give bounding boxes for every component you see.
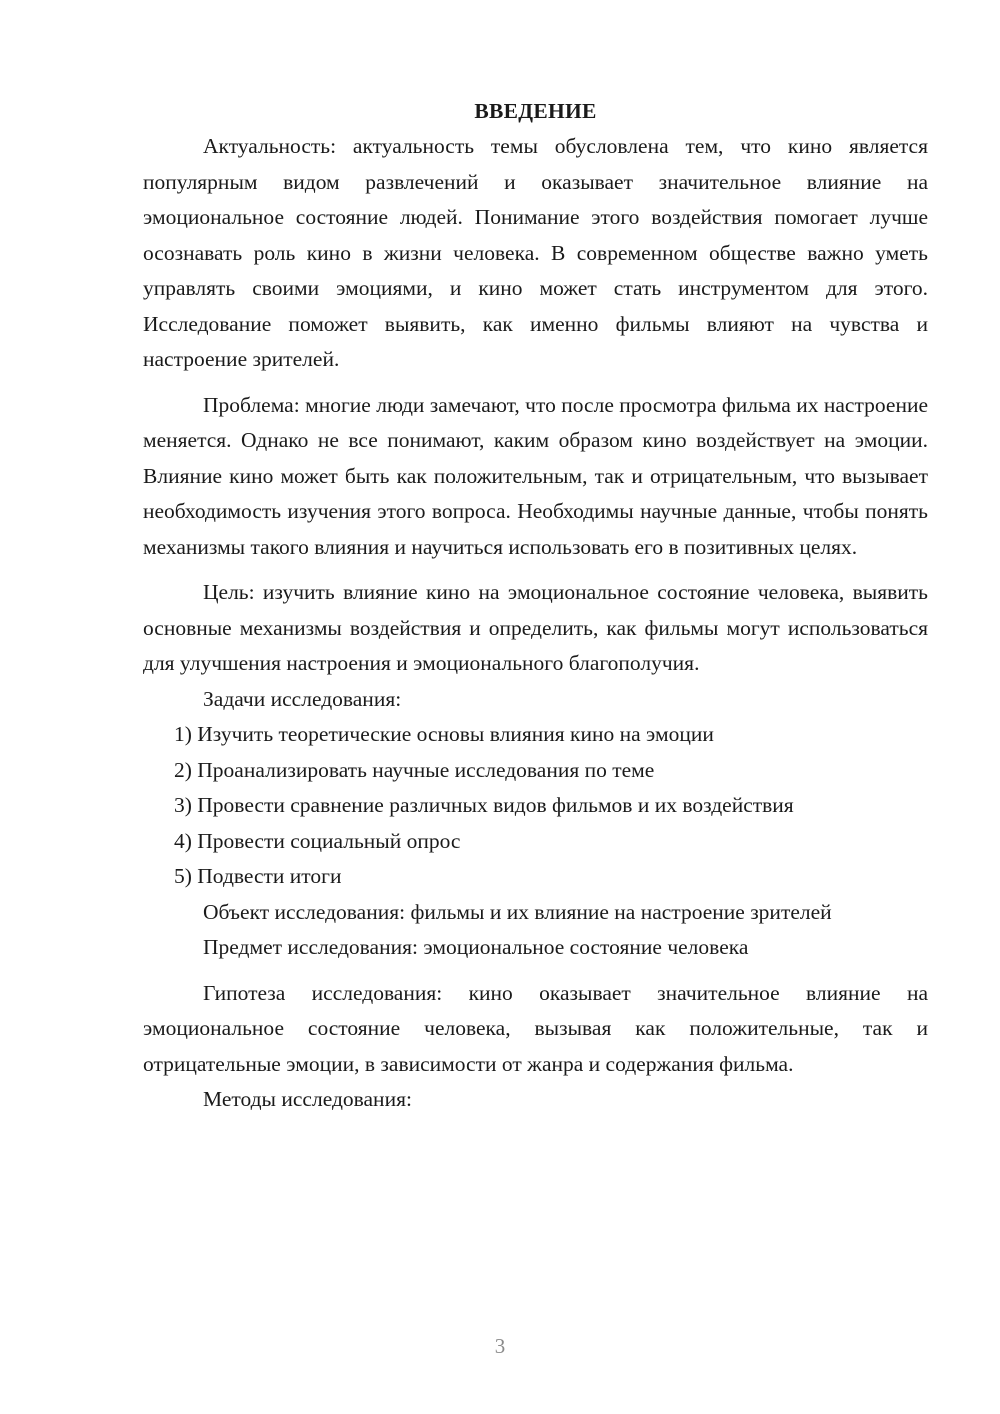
research-object: Объект исследования: фильмы и их влияние на настроение зрителей [203,899,832,924]
goal-paragraph: Цель: изучить влияние кино на эмоциональное состояние человека, выявить основные механизмы воздействия и определить, как фильмы могут использоваться для улучшения настроения и эмоционального благополучия. [143,580,928,675]
task-item-3: 3) Провести сравнение различных видов фильмов и их воздействия [174,793,794,817]
tasks-heading: Задачи исследования: [203,686,402,711]
section-heading: ВВЕДЕНИЕ [474,99,597,123]
task-item-4: 4) Провести социальный опрос [174,828,461,853]
research-subject: Предмет исследования: эмоциональное состояние человека [203,935,749,959]
task-item-1: 1) Изучить теоретические основы влияния кино на эмоции [174,722,714,746]
task-item-5: 5) Подвести итоги [174,864,342,888]
page-number: 3 [494,1334,506,1358]
relevance-paragraph: Актуальность: актуальность темы обусловлена тем, что кино является популярным видом развлечений и оказывает значительное влияние на эмоциональное состояние людей. Понимание этого воздействия помогает лучше осознавать роль кино в жизни человека. В современном обществе важно уметь управлять своими эмоциями, и кино может стать инструментом для этого. Исследование поможет выявить, как именно фильмы влияют на чувства и настроение зрителей. [143,134,928,371]
task-item-2: 2) Проанализировать научные исследования по теме [174,757,655,782]
problem-paragraph: Проблема: многие люди замечают, что после просмотра фильма их настроение меняется. Однако не все понимают, каким образом кино воздействует на эмоции. Влияние кино может быть как положительным, так и отрицательным, что вызывает необходимость изучения этого вопроса. Необходимы научные данные, чтобы понять механизмы такого влияния и научиться использовать его в позитивных целях. [143,392,928,559]
page-content [143,94,928,1118]
methods-heading: Методы исследования: [203,1087,412,1111]
hypothesis-paragraph: Гипотеза исследования: кино оказывает значительное влияние на эмоциональное состояние человека, вызывая как положительные, так и отрицательные эмоции, в зависимости от жанра и содержания фильма. [143,980,928,1076]
